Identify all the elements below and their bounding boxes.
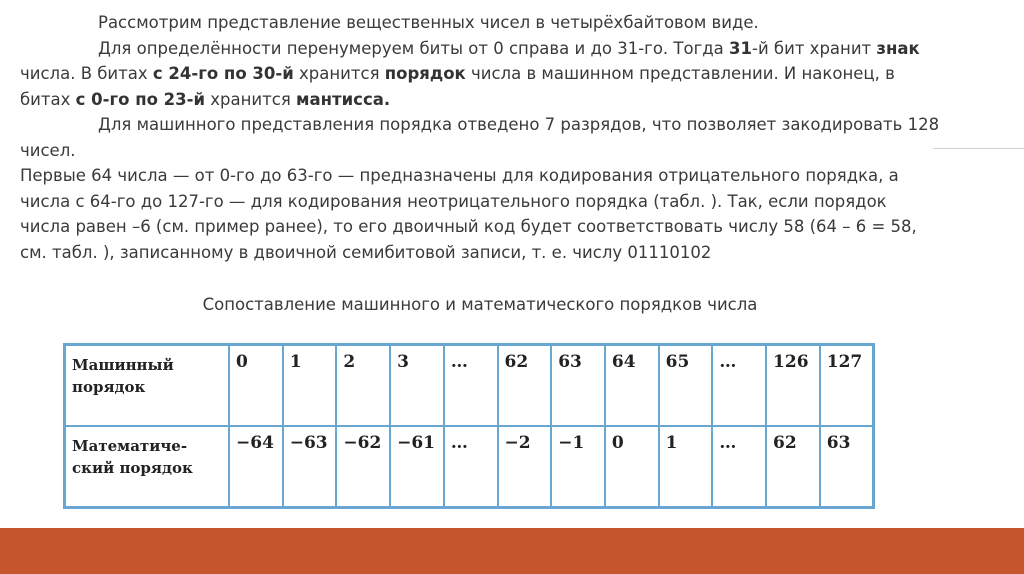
table-cell: 62 [766, 426, 820, 508]
footer-bar [0, 528, 1024, 574]
bold-text: знак [876, 38, 920, 58]
table-cell: … [712, 345, 766, 427]
table-cell: 0 [229, 345, 283, 427]
bold-text: с 0-го по 23-й [75, 89, 206, 109]
table-cell: 1 [283, 345, 337, 427]
table-cell: 63 [551, 345, 605, 427]
text-run: хранится [205, 89, 297, 109]
text-run: Для машинного представления порядка отведено 7 разрядов, что позволяет закодировать 128 чисел. [20, 115, 940, 160]
table-cell: 2 [336, 345, 390, 427]
table-cell: −61 [390, 426, 444, 508]
row-header-machine-order: Машинный порядок [65, 345, 230, 427]
text-run: числа. В битах [20, 64, 153, 83]
paragraph [20, 163, 940, 265]
table-row [65, 345, 874, 427]
order-comparison-table [63, 343, 875, 509]
paragraph [20, 112, 940, 163]
bold-text: 31 [729, 38, 752, 58]
table-cell: −62 [336, 426, 390, 508]
text-run: числа в машинном представлении. И наконец, в битах [20, 64, 895, 109]
bold-text: мантисса. [296, 89, 391, 109]
paragraph [20, 36, 940, 113]
table-cell: 126 [766, 345, 820, 427]
table-cell: −64 [229, 426, 283, 508]
table-cell: 64 [605, 345, 659, 427]
table-cell: … [712, 426, 766, 508]
text-run: хранится [293, 64, 385, 83]
table-cell: −2 [498, 426, 552, 508]
text-run: -й бит хранит [752, 38, 877, 58]
table-cell: 1 [659, 426, 713, 508]
table-cell: 62 [498, 345, 552, 427]
table-cell: 127 [820, 345, 874, 427]
bold-text: с 24-го по 30-й [152, 64, 294, 83]
bold-text: порядок [384, 64, 466, 83]
row-header-math-order: Математиче-ский порядок [65, 426, 230, 508]
table-cell: 3 [390, 345, 444, 427]
table-caption: Сопоставление машинного и математического порядков числа [202, 295, 758, 314]
table-cell: 63 [820, 426, 874, 508]
paragraph [20, 10, 940, 36]
text-run: Рассмотрим представление вещественных чисел в четырёхбайтовом виде. [98, 13, 759, 32]
divider-line [933, 148, 1024, 149]
table-cell: 65 [659, 345, 713, 427]
text-run: Для определённости перенумеруем биты от 0 справа и до 31-го. Тогда [98, 38, 730, 58]
table-cell: … [444, 426, 498, 508]
table-cell: −1 [551, 426, 605, 508]
table-row [65, 426, 874, 508]
table-cell: −63 [283, 426, 337, 508]
body-text [20, 10, 940, 265]
text-run: Первые 64 числа — от 0-го до 63-го — предназначены для кодирования отрицательного порядка, а числа с 64-го до 127-го — для кодирования неотрицательного порядка (табл. ). Так, если порядок числа равен –6 (см. пример ранее), то его двоичный код будет соответствовать числу 58 (64 – 6 = 58, см. табл. ), записанному в двоичной семибитовой записи, т. е. числу 01110102 [20, 166, 917, 262]
table-cell: … [444, 345, 498, 427]
table-cell: 0 [605, 426, 659, 508]
